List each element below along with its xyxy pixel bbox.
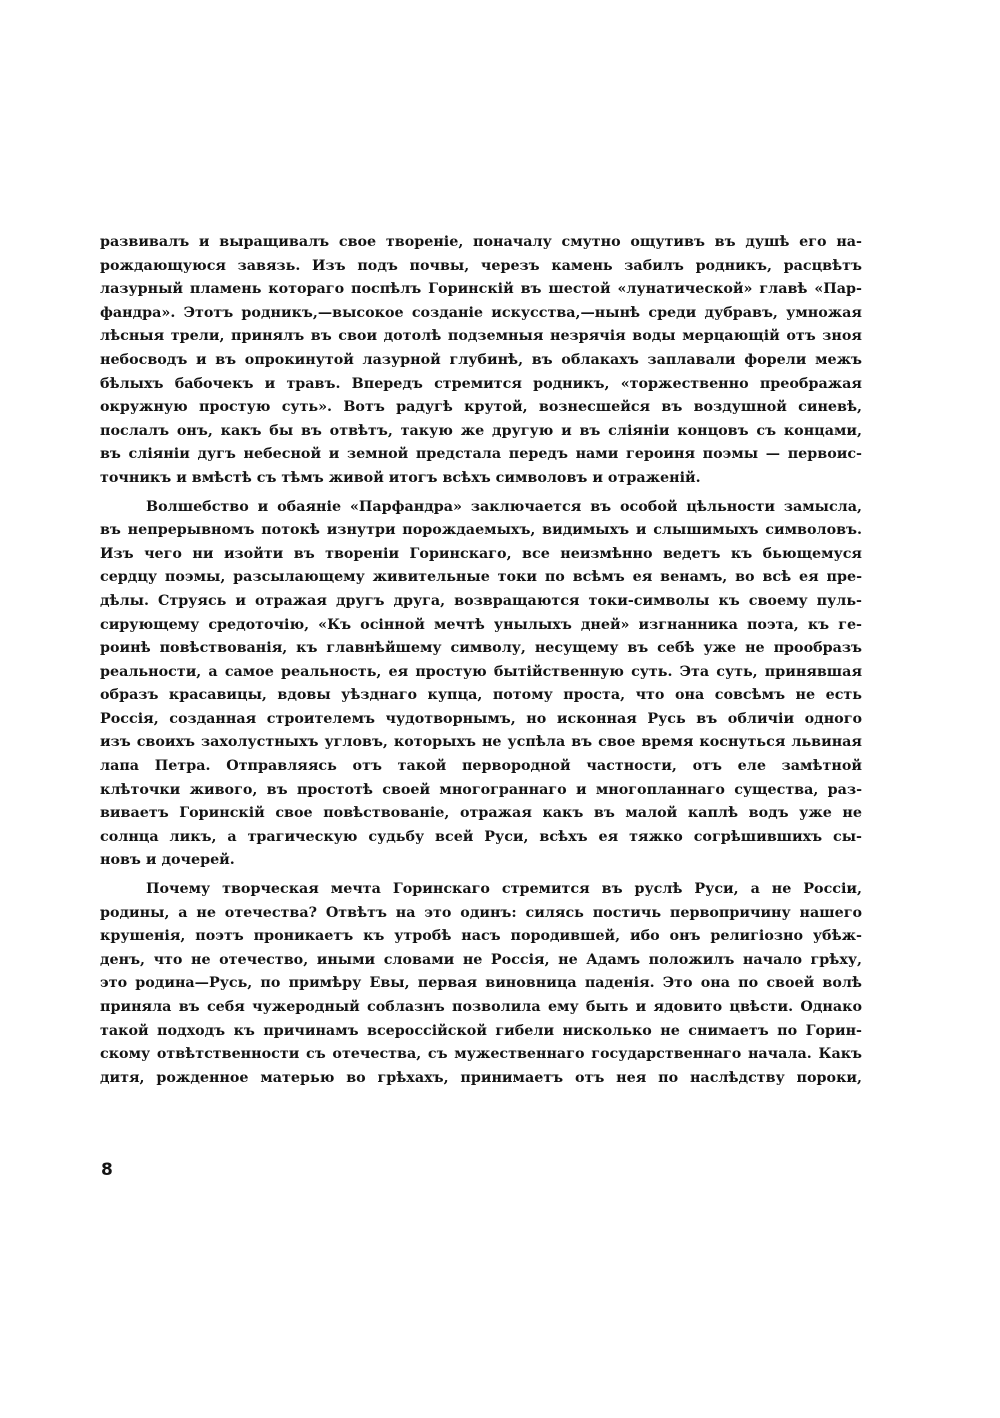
body-text bbox=[100, 231, 862, 1095]
paragraph-2 bbox=[100, 496, 862, 874]
text-line: дѣлы. Струясь и отражая другъ друга, возвращаются токи-символы къ своему пуль- bbox=[100, 592, 862, 609]
text-line: дитя, рожденное матерью во грѣхахъ, принимаетъ отъ нея по наслѣдству пороки, bbox=[100, 1069, 862, 1086]
text-line: Волшебство и обаяніе «Парфандра» заключается въ особой цѣльности замысла, bbox=[146, 498, 862, 515]
text-line: въ непрерывномъ потокѣ изнутри порождаемыхъ, видимыхъ и слышимыхъ символовъ. bbox=[100, 522, 862, 539]
text-line: образъ красавицы, вдовы уѣзднаго купца, потому проста, что она совсѣмъ не есть bbox=[100, 687, 862, 704]
text-line: реальности, а самое реальность, ея простую бытійственную суть. Эта суть, принявшая bbox=[100, 663, 862, 680]
text-line: въ сліяніи дугъ небесной и земной предстала передъ нами героиня поэмы — первоис- bbox=[100, 446, 862, 463]
text-line: лазурный пламень котораго поспѣлъ Горинскій въ шестой «лунатической» главѣ «Пар- bbox=[100, 281, 862, 298]
text-line: окружную простую суть». Вотъ радугѣ крутой, вознесшейся въ воздушной синевѣ, bbox=[100, 399, 862, 416]
text-line: клѣточки живого, въ простотѣ своей многограннаго и многопланнаго существа, раз- bbox=[100, 781, 862, 798]
text-line: такой подходъ къ причинамъ всероссійской гибели нисколько не снимаетъ по Горин- bbox=[100, 1022, 862, 1039]
text-line: роинѣ повѣствованія, къ главнѣйшему символу, несущему въ себѣ уже не прообразъ bbox=[100, 640, 862, 657]
text-line: новъ и дочерей. bbox=[100, 852, 235, 869]
page-number: 8 bbox=[101, 1160, 113, 1180]
text-line: сердцу поэмы, разсылающему живительные токи по всѣмъ ея венамъ, во всѣ ея пре- bbox=[100, 569, 862, 586]
text-line: крушенія, поэтъ проникаетъ къ утробѣ насъ породившей, ибо онъ религіозно убѣж- bbox=[100, 928, 862, 945]
text-line: послалъ онъ, какъ бы въ отвѣтъ, такую же другую и въ сліяніи концовъ съ концами, bbox=[100, 422, 862, 439]
text-line: лапа Петра. Отправляясь отъ такой первородной частности, отъ еле замѣтной bbox=[100, 758, 862, 775]
text-line: виваетъ Горинскій свое повѣствованіе, отражая какъ въ малой каплѣ водъ уже не bbox=[100, 805, 862, 822]
text-line: развивалъ и выращивалъ свое твореніе, поначалу смутно ощутивъ въ душѣ его на- bbox=[100, 234, 862, 250]
text-line: это родина—Русь, по примѣру Евы, первая виновница паденія. Это она по своей волѣ bbox=[100, 975, 862, 992]
text-line: Изъ чего ни изойти въ твореніи Горинскаго, все неизмѣнно ведетъ къ бьющемуся bbox=[100, 545, 862, 562]
text-line: Почему творческая мечта Горинскаго стремится въ руслѣ Руси, а не Россіи, bbox=[146, 881, 862, 898]
paragraph-3 bbox=[100, 878, 862, 1090]
text-line: точникъ и вмѣстѣ съ тѣмъ живой итогъ всѣхъ символовъ и отраженій. bbox=[100, 469, 701, 486]
text-line: скому отвѣтственности съ отечества, съ мужественнаго государственнаго начала. Какъ bbox=[100, 1046, 862, 1063]
text-line: фандра». Этотъ родникъ,—высокое созданіе искусства,—нынѣ среди дубравъ, умножая bbox=[100, 304, 862, 321]
text-line: лѣсныя трели, принялъ въ свои дотолѣ подземныя незрячія воды мерцающій отъ зноя bbox=[100, 328, 862, 345]
text-line: денъ, что не отечество, иными словами не Россія, не Адамъ положилъ начало грѣху, bbox=[100, 951, 862, 968]
text-line: рождающуюся завязь. Изъ подъ почвы, черезъ камень забилъ родникъ, расцвѣтъ bbox=[100, 257, 862, 274]
text-line: изъ своихъ захолустныхъ угловъ, которыхъ не успѣла въ свое время коснуться львиная bbox=[100, 734, 862, 751]
text-line: небосводъ и въ опрокинутой лазурной глубинѣ, въ облакахъ заплавали форели межъ bbox=[100, 351, 862, 368]
text-line: родины, а не отечества? Отвѣтъ на это одинъ: силясь постичь первопричину нашего bbox=[100, 904, 862, 921]
text-line: приняла въ себя чужеродный соблазнъ позволила ему быть и ядовито цвѣсти. Однако bbox=[100, 999, 862, 1015]
text-line: Россія, созданная строителемъ чудотворнымъ, но исконная Русь въ обличіи одного bbox=[100, 710, 862, 727]
text-line: сирующему средоточію, «Къ осінной мечтѣ унылыхъ дней» изгнанника поэта, къ ге- bbox=[100, 616, 862, 633]
paragraph-1 bbox=[100, 231, 862, 491]
text-line: бѣлыхъ бабочекъ и травъ. Впередъ стремится родникъ, «торжественно преображая bbox=[100, 375, 862, 392]
text-line: солнца ликъ, а трагическую судьбу всей Руси, всѣхъ ея тяжко согрѣшившихъ сы- bbox=[100, 828, 862, 845]
